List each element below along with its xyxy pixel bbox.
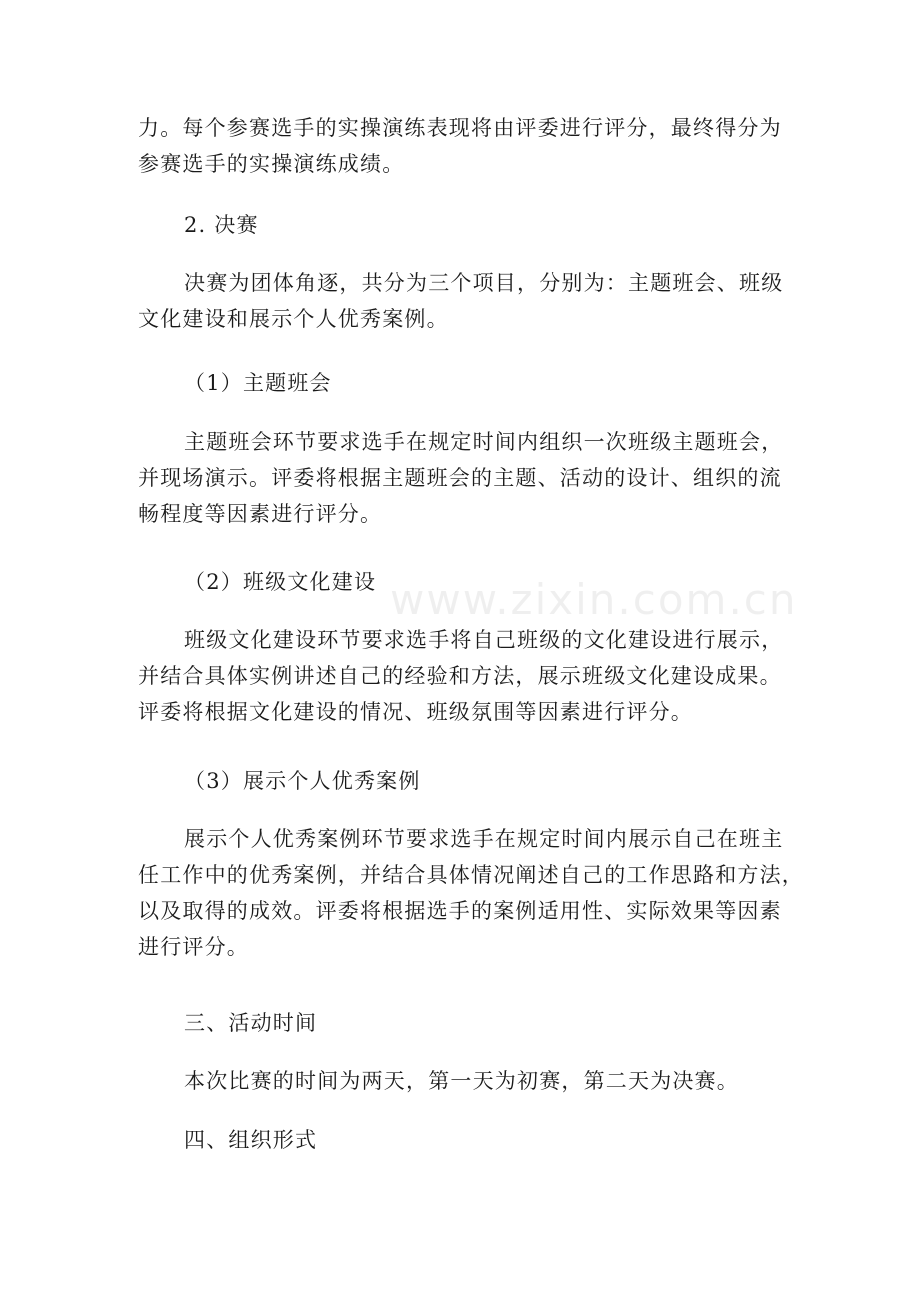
text-line: 畅程度等因素进行评分。: [138, 502, 383, 526]
paragraph-final-intro: [138, 265, 788, 337]
heading-line: （1）主题班会: [184, 371, 332, 395]
paragraph-theme-meeting: [138, 424, 788, 532]
paragraph-activity-time: [138, 1063, 788, 1099]
text-line: 并结合具体实例讲述自己的经验和方法，展示班级文化建设成果。: [138, 664, 782, 688]
text-line: 本次比赛的时间为两天，第一天为初赛，第二天为决赛。: [184, 1069, 739, 1093]
paragraph-continuation: [138, 110, 788, 182]
watermark: www.zixin.com.cn: [390, 575, 798, 624]
text-line: 评委将根据文化建设的情况、班级氛围等因素进行评分。: [138, 700, 693, 724]
section-heading-final: [138, 207, 788, 243]
paragraph-personal-case: [138, 821, 804, 965]
subheading-personal-case: [138, 763, 788, 799]
heading-line: 三、活动时间: [184, 1011, 318, 1035]
text-line: 进行评分。: [138, 935, 249, 959]
section-heading-activity-time: [138, 1005, 788, 1041]
text-line: 决赛为团体角逐，共分为三个项目，分别为：主题班会、班级: [184, 271, 784, 295]
text-line: 任工作中的优秀案例，并结合具体情况阐述自己的工作思路和方法，: [138, 863, 804, 887]
heading-line: 四、组织形式: [184, 1128, 318, 1152]
text-line: 并现场演示。评委将根据主题班会的主题、活动的设计、组织的流: [138, 466, 782, 490]
text-line: 参赛选手的实操演练成绩。: [138, 152, 405, 176]
text-line: 以及取得的成效。评委将根据选手的案例适用性、实际效果等因素: [138, 899, 782, 923]
text-line: 文化建设和展示个人优秀案例。: [138, 307, 449, 331]
text-line: 班级文化建设环节要求选手将自己班级的文化建设进行展示，: [184, 628, 784, 652]
heading-line: 2. 决赛: [184, 213, 259, 237]
text-line: 展示个人优秀案例环节要求选手在规定时间内展示自己在班主: [184, 827, 784, 851]
text-line: 力。每个参赛选手的实操演练表现将由评委进行评分，最终得分为: [138, 116, 782, 140]
subheading-class-culture: [138, 564, 788, 600]
section-heading-organization: [138, 1122, 788, 1158]
paragraph-class-culture: [138, 622, 788, 730]
heading-line: （3）展示个人优秀案例: [184, 769, 421, 793]
heading-line: （2）班级文化建设: [184, 570, 377, 594]
subheading-theme-meeting: [138, 365, 788, 401]
text-line: 主题班会环节要求选手在规定时间内组织一次班级主题班会，: [184, 430, 784, 454]
